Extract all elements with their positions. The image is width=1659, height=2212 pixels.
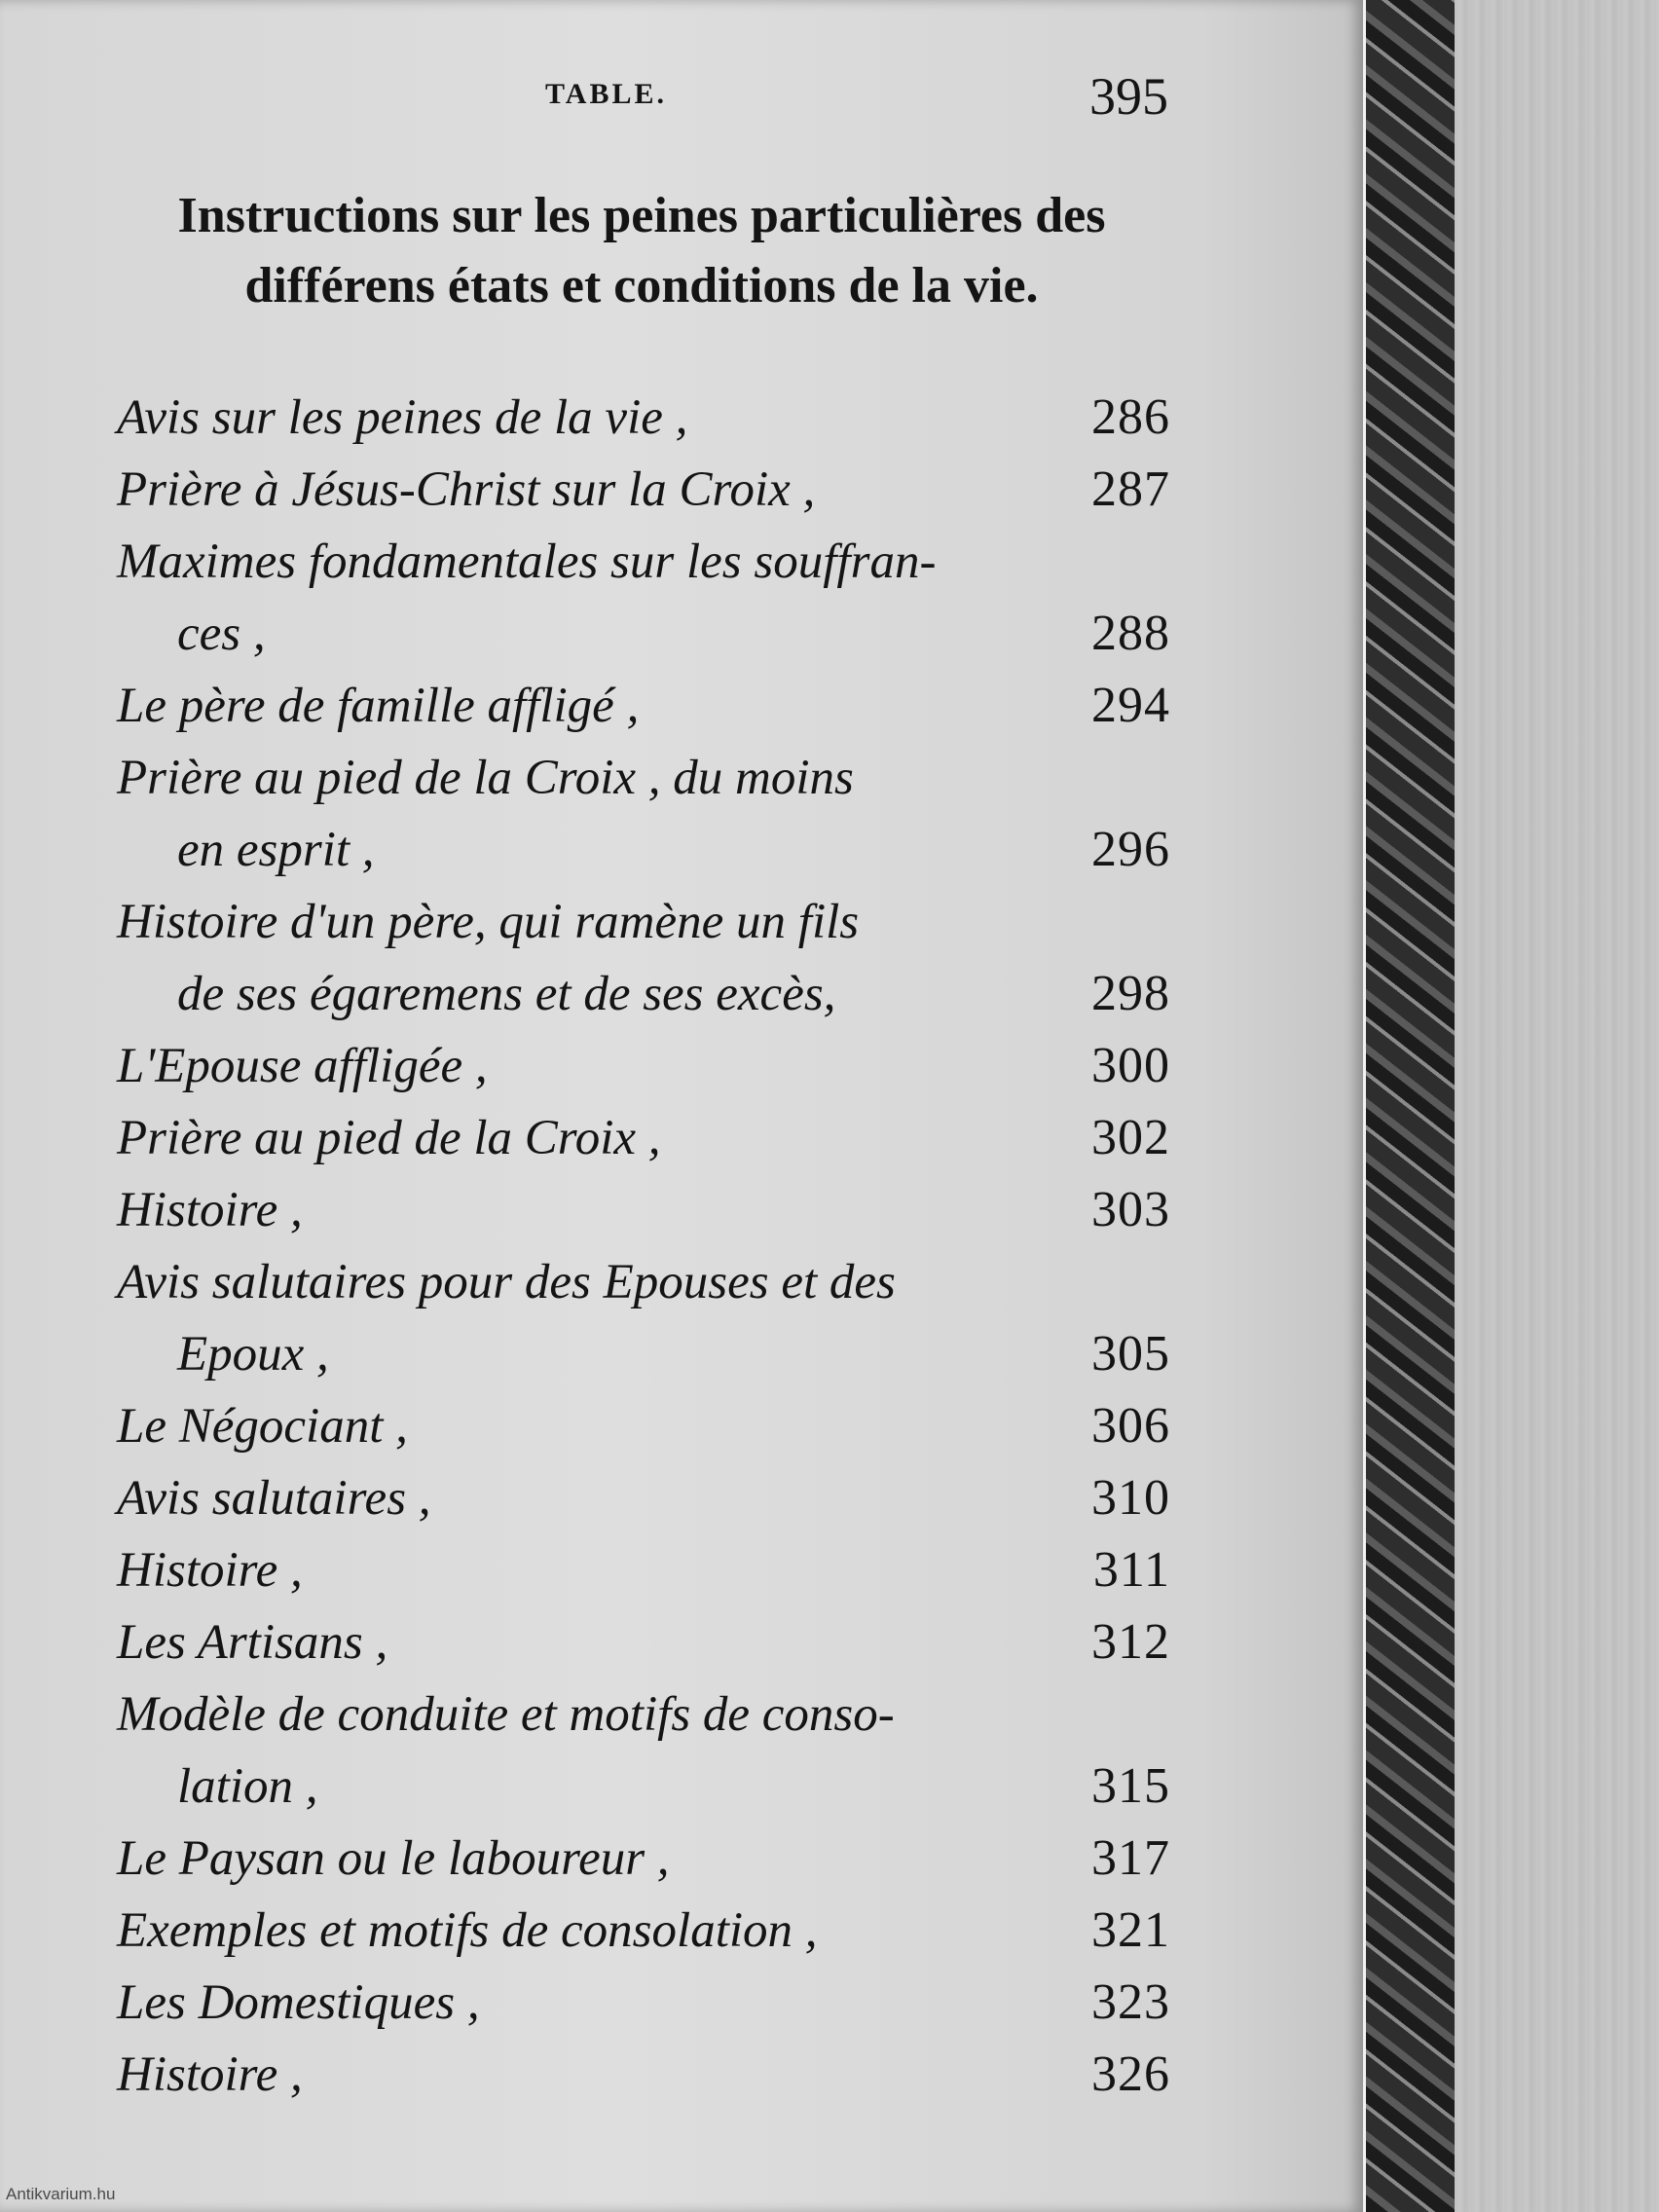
toc-entry	[117, 1606, 1170, 1678]
toc-entry-title: Histoire ,	[117, 2047, 303, 2102]
toc-entry-page: 302	[1091, 1110, 1170, 1165]
toc-entry-line	[117, 742, 1170, 814]
toc-entry-title: Prière au pied de la Croix , du moins	[117, 751, 854, 805]
toc-entry-line	[117, 1606, 1170, 1678]
section-title	[115, 181, 1168, 321]
toc-entry-title: Epoux ,	[177, 1327, 329, 1382]
toc-entry-page: 315	[1091, 1758, 1170, 1814]
toc-entry-title: Prière au pied de la Croix ,	[117, 1111, 661, 1165]
toc-entry-page: 303	[1091, 1182, 1170, 1237]
toc-entry	[117, 1102, 1170, 1174]
toc-entry-line	[117, 1246, 1170, 1318]
toc-entry-title: lation ,	[177, 1759, 318, 1814]
toc-entry-page: 312	[1091, 1614, 1170, 1670]
toc-entry-title: Histoire ,	[117, 1543, 303, 1598]
toc-entry-line	[117, 1967, 1170, 2039]
toc-entry	[117, 2039, 1170, 2111]
toc-entry	[117, 1895, 1170, 1967]
toc-entry	[117, 1823, 1170, 1895]
toc-entry	[117, 382, 1170, 454]
toc-entry-title: Avis salutaires pour des Epouses et des	[117, 1255, 896, 1309]
toc-entry-page: 310	[1091, 1470, 1170, 1526]
toc-entry-title: Exemples et motifs de consolation ,	[117, 1903, 818, 1958]
toc-entry-line	[117, 1895, 1170, 1967]
table-of-contents	[117, 382, 1170, 2111]
toc-entry-page: 306	[1091, 1398, 1170, 1454]
toc-entry	[117, 1462, 1170, 1534]
running-head	[117, 66, 1168, 125]
toc-entry-line	[117, 1030, 1170, 1102]
toc-entry-title: en esprit ,	[177, 823, 375, 877]
toc-entry-line	[117, 1751, 1170, 1823]
toc-entry-line	[117, 526, 1170, 598]
toc-entry-line	[117, 1678, 1170, 1751]
toc-entry-line	[117, 2039, 1170, 2111]
toc-entry-page: 323	[1091, 1974, 1170, 2030]
toc-entry	[117, 1967, 1170, 2039]
toc-entry	[117, 526, 1170, 670]
toc-entry-page: 317	[1091, 1830, 1170, 1886]
toc-entry-title: L'Epouse affligée ,	[117, 1039, 488, 1093]
toc-entry-title: Maximes fondamentales sur les souffran-	[117, 535, 937, 589]
toc-entry	[117, 886, 1170, 1030]
toc-entry-line	[117, 1534, 1170, 1606]
toc-entry-page: 286	[1091, 389, 1170, 445]
toc-entry-page: 300	[1091, 1038, 1170, 1093]
toc-entry-page: 296	[1091, 822, 1170, 877]
toc-entry-line	[117, 1823, 1170, 1895]
toc-entry-title: Avis salutaires ,	[117, 1471, 431, 1526]
running-title: TABLE.	[545, 78, 667, 110]
toc-entry-title: Avis sur les peines de la vie ,	[117, 390, 688, 445]
toc-entry-title: Modèle de conduite et motifs de conso-	[117, 1687, 895, 1742]
toc-entry-line	[117, 1390, 1170, 1462]
toc-entry-title: Les Artisans ,	[117, 1615, 388, 1670]
toc-entry	[117, 1678, 1170, 1823]
toc-entry	[117, 1390, 1170, 1462]
toc-entry-page: 298	[1091, 966, 1170, 1021]
toc-entry-line	[117, 1462, 1170, 1534]
toc-entry-line	[117, 958, 1170, 1030]
toc-entry-page: 305	[1091, 1326, 1170, 1382]
watermark: Antikvarium.hu	[6, 2185, 116, 2203]
toc-entry-page: 294	[1091, 678, 1170, 733]
section-title-line: Instructions sur les peines particulières des	[177, 188, 1106, 243]
toc-entry-title: Le père de famille affligé ,	[117, 679, 640, 733]
toc-entry	[117, 670, 1170, 742]
toc-entry-title: Les Domestiques ,	[117, 1975, 480, 2030]
toc-entry-page: 287	[1091, 461, 1170, 517]
toc-entry-page: 321	[1091, 1902, 1170, 1958]
toc-entry-line	[117, 1318, 1170, 1390]
toc-entry-page: 288	[1091, 606, 1170, 661]
page-number: 395	[1089, 67, 1168, 126]
marbled-binding	[1363, 0, 1457, 2212]
toc-entry-line	[117, 1102, 1170, 1174]
toc-entry-line	[117, 814, 1170, 886]
toc-entry-title: Histoire ,	[117, 1183, 303, 1237]
toc-entry	[117, 454, 1170, 526]
toc-entry-line	[117, 670, 1170, 742]
toc-entry	[117, 1174, 1170, 1246]
toc-entry-title: Prière à Jésus-Christ sur la Croix ,	[117, 462, 816, 517]
toc-entry	[117, 1246, 1170, 1390]
toc-entry-page: 326	[1091, 2046, 1170, 2102]
toc-entry-title: Histoire d'un père, qui ramène un fils	[117, 895, 860, 949]
toc-entry-line	[117, 382, 1170, 454]
toc-entry-line	[117, 886, 1170, 958]
background-surface	[1455, 0, 1659, 2212]
toc-entry-line	[117, 454, 1170, 526]
toc-entry	[117, 1534, 1170, 1606]
toc-entry-line	[117, 1174, 1170, 1246]
toc-entry	[117, 742, 1170, 886]
toc-entry	[117, 1030, 1170, 1102]
toc-entry-title: Le Négociant ,	[117, 1399, 408, 1454]
toc-entry-title: ces ,	[177, 607, 266, 661]
toc-entry-title: de ses égaremens et de ses excès,	[177, 967, 836, 1021]
toc-entry-page: 311	[1092, 1542, 1170, 1598]
section-title-line: différens états et conditions de la vie.	[244, 258, 1039, 313]
toc-entry-line	[117, 598, 1170, 670]
toc-entry-title: Le Paysan ou le laboureur ,	[117, 1831, 670, 1886]
